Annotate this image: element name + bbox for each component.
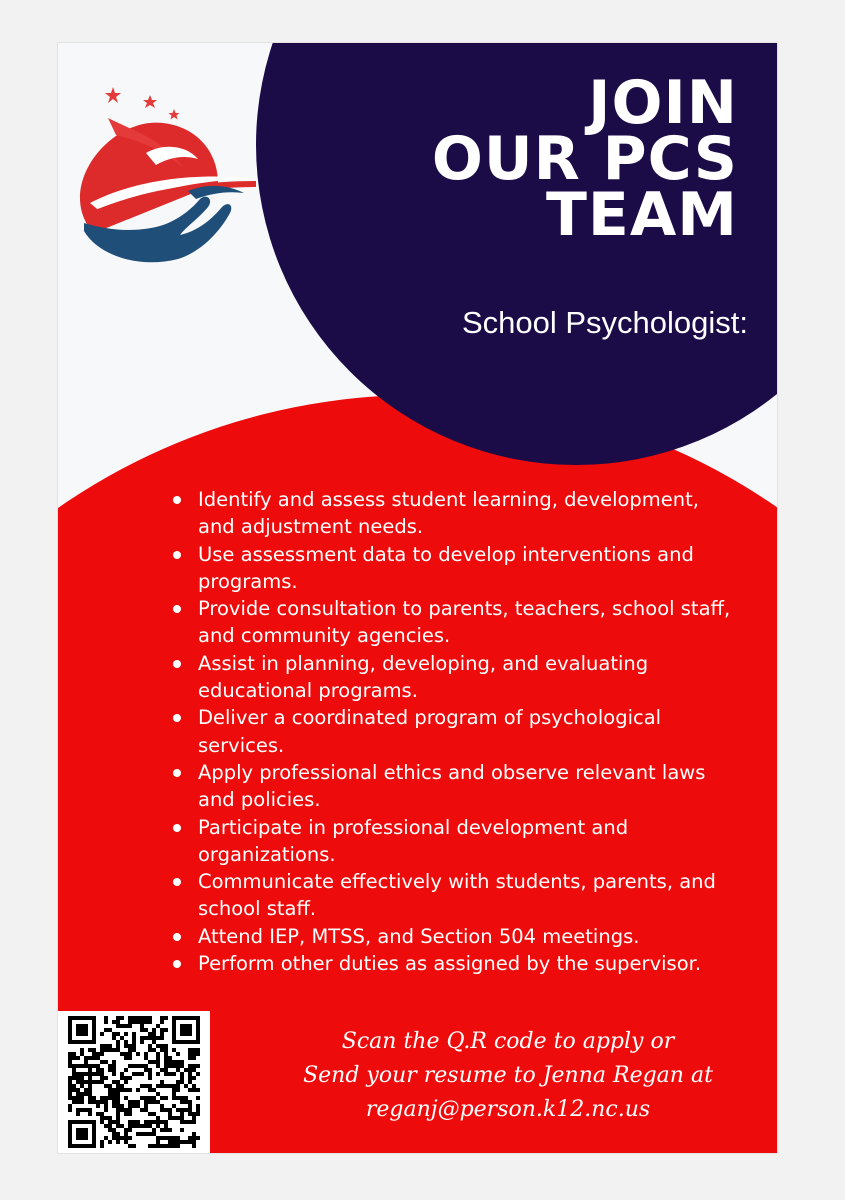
headline-line-1: JOIN	[588, 68, 738, 138]
qr-code[interactable]	[58, 1011, 210, 1153]
qr-code-icon	[68, 1015, 200, 1149]
headline-line-2: OUR PCS	[431, 124, 738, 194]
bullet-icon	[173, 714, 181, 722]
bullet-icon	[173, 769, 181, 777]
bullet-icon	[173, 551, 181, 559]
cta-line-1: Scan the Q.R code to apply or	[341, 1029, 675, 1054]
apply-instructions	[258, 1025, 758, 1127]
list-item: Identify and assess student learning, development, and adjustment needs.	[170, 486, 740, 541]
position-title: School Psychologist:	[461, 305, 748, 340]
list-item: Assist in planning, developing, and evaluating educational programs.	[170, 650, 740, 705]
list-item: Deliver a coordinated program of psychological services.	[170, 704, 740, 759]
list-item: Attend IEP, MTSS, and Section 504 meetings.	[170, 923, 740, 950]
bullet-icon	[173, 824, 181, 832]
cta-line-2: Send your resume to Jenna Regan at	[303, 1063, 713, 1088]
school-logo-icon	[68, 63, 258, 263]
list-item: Participate in professional development and organizations.	[170, 814, 740, 869]
contact-email[interactable]: reganj@person.k12.nc.us	[365, 1097, 651, 1122]
list-item: Apply professional ethics and observe relevant laws and policies.	[170, 759, 740, 814]
list-item: Perform other duties as assigned by the supervisor.	[170, 950, 740, 977]
list-item: Communicate effectively with students, parents, and school staff.	[170, 868, 740, 923]
duties-list	[170, 486, 740, 977]
bullet-icon	[173, 878, 181, 886]
list-item: Use assessment data to develop interventions and programs.	[170, 541, 740, 596]
bullet-icon	[173, 933, 181, 941]
bullet-icon	[173, 960, 181, 968]
headline	[268, 68, 738, 250]
bullet-icon	[173, 660, 181, 668]
bullet-icon	[173, 496, 181, 504]
bullet-icon	[173, 605, 181, 613]
headline-line-3: TEAM	[545, 180, 738, 250]
job-poster	[58, 43, 777, 1153]
list-item: Provide consultation to parents, teachers, school staff, and community agencies.	[170, 595, 740, 650]
